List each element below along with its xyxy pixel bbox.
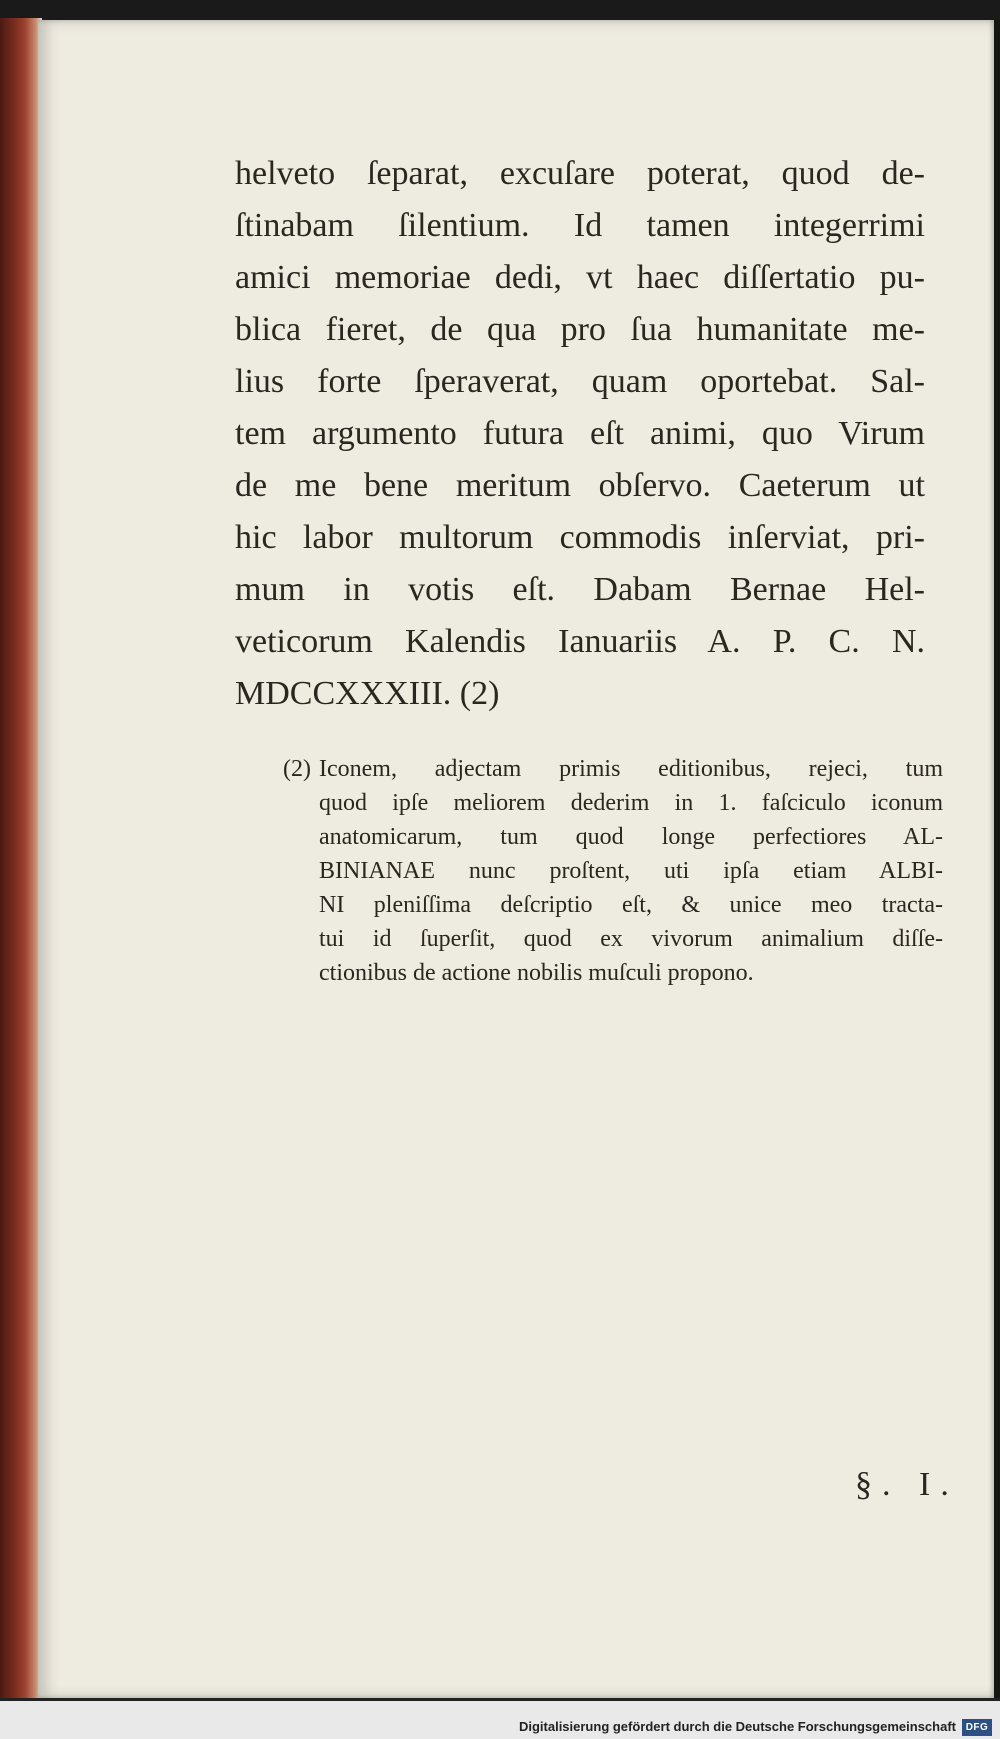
credit-bar (0, 1698, 1000, 1739)
body-line: amici memoriae dedi, vt haec diſſertatio pu- (235, 259, 925, 296)
body-line: hic labor multorum commodis inſerviat, pri- (235, 519, 925, 556)
body-line: tem argumento futura eſt animi, quo Virum (235, 415, 925, 452)
footnote-line: anatomicarum, tum quod longe perfectiores AL- (319, 824, 943, 850)
footnote-line: BINIANAE nunc proſtent, uti ipſa etiam ALBI- (319, 858, 943, 884)
footnote-mark: (2) (283, 756, 311, 782)
top-frame (0, 0, 1000, 20)
body-line: mum in votis eſt. Dabam Bernae Hel- (235, 571, 925, 608)
body-line: veticorum Kalendis Ianuariis A. P. C. N. (235, 623, 925, 660)
footnote-line: tui id ſuperſit, quod ex vivorum animalium diſſe- (319, 926, 943, 952)
body-line: helveto ſeparat, excuſare poterat, quod de- (235, 155, 925, 192)
body-line: lius forte ſperaverat, quam oportebat. Sal- (235, 363, 925, 400)
body-line: MDCCXXXIII. (2) (235, 675, 500, 712)
footnote-line: NI pleniſſima deſcriptio eſt, & unice meo tracta- (319, 892, 943, 918)
dfg-logo-icon: DFG (962, 1719, 992, 1736)
credit-text: Digitalisierung gefördert durch die Deutsche Forschungsgemeinschaft (518, 1719, 956, 1734)
footnote (283, 752, 943, 990)
book-edge (0, 18, 42, 1698)
footnote-line (283, 752, 943, 786)
catchword: §. I. (855, 1466, 959, 1503)
body-line: blica fieret, de qua pro ſua humanitate me- (235, 311, 925, 348)
footnote-line: ctionibus de actione nobilis muſculi propono. (319, 960, 754, 986)
footnote-line: quod ipſe meliorem dederim in 1. faſciculo iconum (319, 790, 943, 816)
body-text (235, 148, 925, 720)
body-line: de me bene meritum obſervo. Caeterum ut (235, 467, 925, 504)
body-line: ſtinabam ſilentium. Id tamen integerrimi (235, 207, 925, 244)
footnote-line-text: Iconem, adjectam primis editionibus, rejeci, tum (318, 756, 943, 782)
